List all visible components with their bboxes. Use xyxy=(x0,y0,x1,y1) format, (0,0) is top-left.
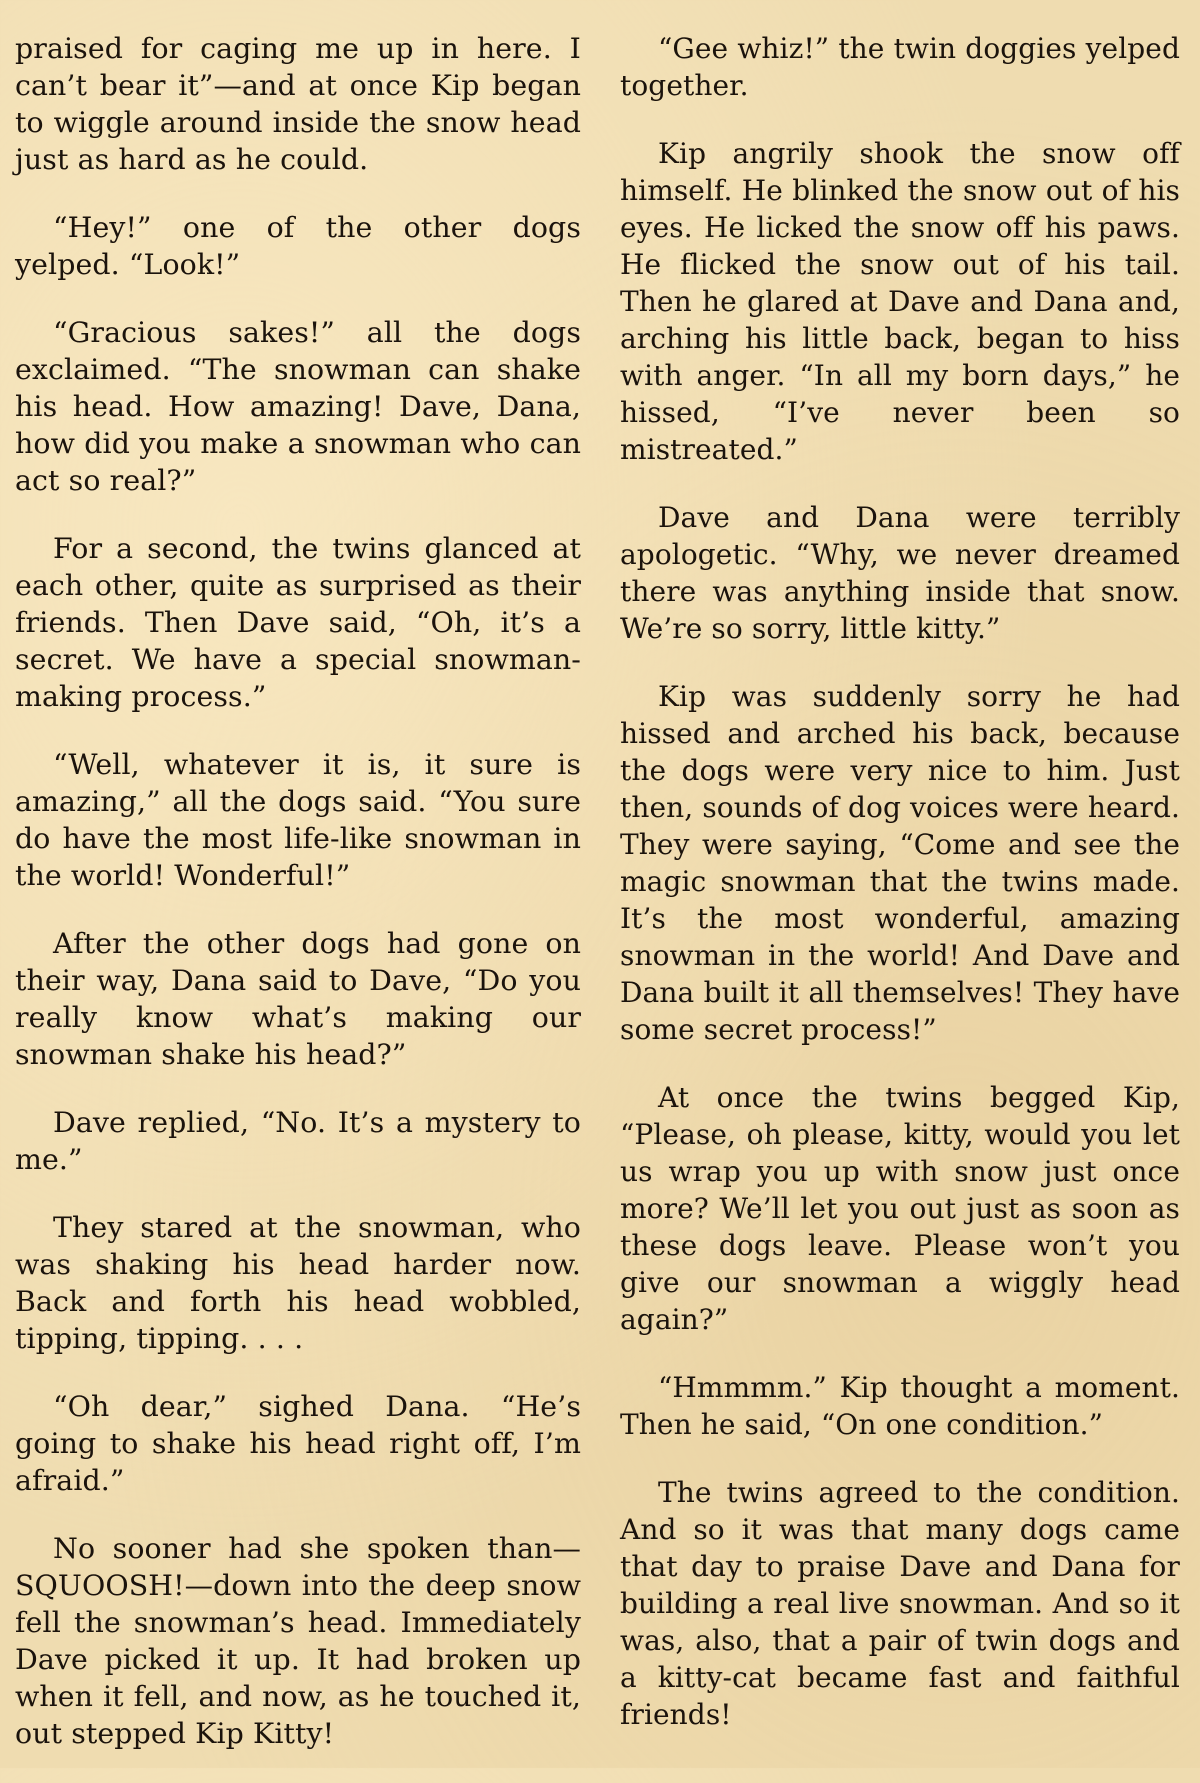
paragraph: praised for caging me up in here. I can’t bear it”—and at once Kip began to wiggle around inside the snow head just as hard as he could. xyxy=(15,32,581,176)
paragraph: Kip angrily shook the snow off himself. He blinked the snow out of his eyes. He licked the snow off his paws. He flicked the snow out of his tail. Then he glared at Dave and Dana and, arching his little back, began to hiss with anger. “In all my born days,” he hissed, “I’ve never been so mistreated.” xyxy=(620,137,1180,466)
paragraph: At once the twins begged Kip, “Please, oh please, kitty, would you let us wrap you up with snow just once more? We’ll let you out just as soon as these dogs leave. Please won’t you give our snowman a wiggly head again?” xyxy=(620,1081,1180,1336)
left-column xyxy=(15,30,581,1783)
paragraph: Dave and Dana were terribly apologetic. “Why, we never dreamed there was anything inside that snow. We’re so sorry, little kitty.” xyxy=(620,501,1180,645)
paragraph: No sooner had she spoken than—SQUOOSH!—down into the deep snow fell the snowman’s head. Immediately Dave picked it up. It had broken up when it fell, and now, as he touched it, out stepped Kip Kitty! xyxy=(15,1532,581,1750)
paragraph: “Hmmmm.” Kip thought a moment. Then he said, “On one condition.” xyxy=(620,1371,1180,1441)
paragraph: Kip was suddenly sorry he had hissed and arched his back, because the dogs were very nice to him. Just then, sounds of dog voices were heard. They were saying, “Come and see the magic snowman that the twins made. It’s the most wonderful, amazing snowman in the world! And Dave and Dana built it all themselves! They have some secret process!” xyxy=(620,680,1180,1046)
paragraph: “Oh dear,” sighed Dana. “He’s going to shake his head right off, I’m afraid.” xyxy=(15,1390,581,1497)
paragraph: For a second, the twins glanced at each other, quite as surprised as their friends. Then Dave said, “Oh, it’s a secret. We have a special snowman-making process.” xyxy=(15,532,581,713)
paragraph: “Hey!” one of the other dogs yelped. “Look!” xyxy=(15,211,581,281)
paragraph: “Well, whatever it is, it sure is amazing,” all the dogs said. “You sure do have the most life-like snowman in the world! Wonderful!” xyxy=(15,748,581,892)
paragraph: After the other dogs had gone on their way, Dana said to Dave, “Do you really know what’s making our snowman shake his head?” xyxy=(15,927,581,1071)
paragraph: The twins agreed to the condition. And so it was that many dogs came that day to praise Dave and Dana for building a real live snowman. And so it was, also, that a pair of twin dogs and a kitty-cat became fast and faithful friends! xyxy=(620,1476,1180,1731)
paragraph: They stared at the snowman, who was shaking his head harder now. Back and forth his head wobbled, tipping, tipping. . . . xyxy=(15,1211,581,1355)
paragraph: “Gracious sakes!” all the dogs exclaimed. “The snowman can shake his head. How amazing! Dave, Dana, how did you make a snowman who can act so real?” xyxy=(15,316,581,497)
paragraph: “Gee whiz!” the twin doggies yelped together. xyxy=(620,32,1180,102)
paragraph: Dave replied, “No. It’s a mystery to me.” xyxy=(15,1106,581,1176)
right-column xyxy=(620,30,1180,1764)
